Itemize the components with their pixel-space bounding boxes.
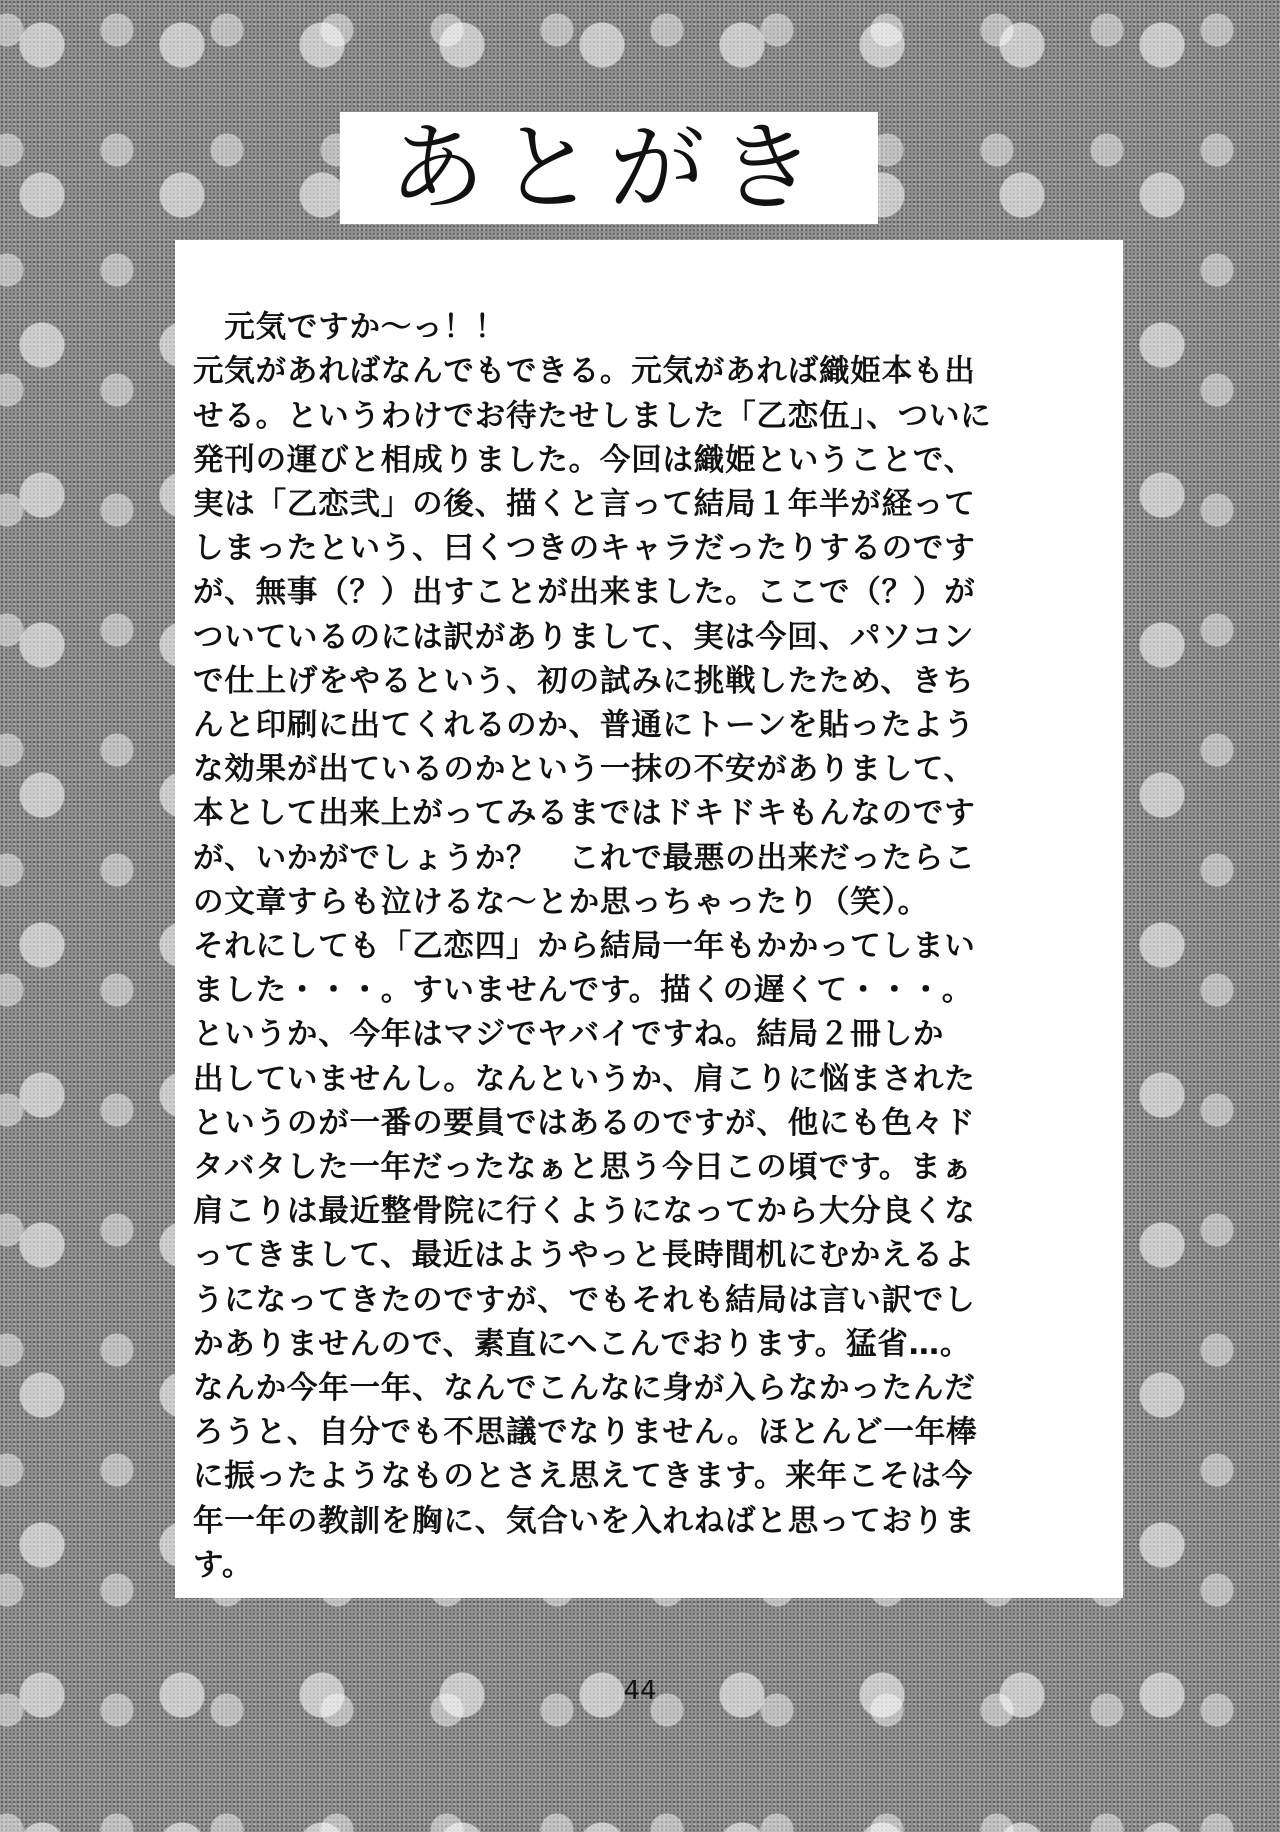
- text-line: 実は「乙恋弐」の後、描くと言って結局１年半が経って: [193, 487, 976, 523]
- text-line: それにしても「乙恋四」から結局一年もかかってしまい: [193, 929, 976, 965]
- text-line: なんか今年一年、なんでこんなに身が入らなかったんだ: [193, 1371, 976, 1407]
- text-line: の文章すらも泣けるな～とか思っちゃったり（笑）。: [193, 884, 929, 920]
- text-line: が、無事（？）出すことが出来ました。ここで（？）が: [193, 575, 976, 611]
- text-line: で仕上げをやるという、初の試みに挑戦したため、きち: [193, 663, 975, 699]
- text-line: タバタした一年だったなぁと思う今日この頃です。まぁ: [193, 1150, 973, 1186]
- afterword-text: [193, 262, 1113, 1677]
- text-line: 肩こりは最近整骨院に行くようになってから大分良くな: [193, 1194, 976, 1230]
- text-line: ってきまして、最近はようやっと長時間机にむかえるよ: [193, 1238, 975, 1274]
- text-line: しまったという、曰くつきのキャラだったりするのです: [193, 531, 976, 567]
- text-line: かありませんので、素直にへこんでおります。猛省…。: [193, 1326, 972, 1362]
- text-line: 本として出来上がってみるまではドキドキもんなのです: [193, 796, 976, 832]
- text-line: に振ったようなものとさえ思えてきます。来年こそは今: [193, 1459, 974, 1495]
- text-line: す。: [193, 1547, 254, 1583]
- text-line: 元気があればなんでもできる。元気があれば織姫本も出: [193, 354, 976, 390]
- text-line: が、いかがでしょうか？ これで最悪の出来だったらこ: [193, 840, 976, 876]
- text-line: ついているのには訳がありまして、実は今回、パソコン: [193, 619, 975, 655]
- text-line: うになってきたのですが、でもそれも結局は言い訳でし: [193, 1282, 976, 1318]
- text-line: というか、今年はマジでヤバイですね。結局２冊しか: [193, 1017, 945, 1053]
- text-line: んと印刷に出てくれるのか、普通にトーンを貼ったよう: [193, 708, 975, 744]
- page-title: あとがき: [389, 112, 829, 224]
- text-line: せる。というわけでお待たせしました「乙恋伍」、ついに: [193, 398, 992, 434]
- title-box: [340, 112, 878, 224]
- text-line: 出していませんし。なんというか、肩こりに悩まされた: [193, 1061, 976, 1097]
- page-number: 44: [623, 1676, 657, 1706]
- text-line: 元気ですか～っ！！: [193, 310, 506, 346]
- text-line: な効果が出ているのかという一抹の不安がありまして、: [193, 752, 975, 788]
- text-line: ました・・・。すいませんです。描くの遅くて・・・。: [193, 973, 974, 1009]
- text-line: ろうと、自分でも不思議でなりません。ほとんど一年棒: [193, 1415, 978, 1451]
- text-line: 発刊の運びと相成りました。今回は織姫ということで、: [193, 442, 975, 478]
- text-line: というのが一番の要員ではあるのですが、他にも色々ド: [193, 1105, 976, 1141]
- afterword-body-box: [175, 240, 1123, 1598]
- text-line: 年一年の教訓を胸に、気合いを入れねばと思っておりま: [193, 1503, 976, 1539]
